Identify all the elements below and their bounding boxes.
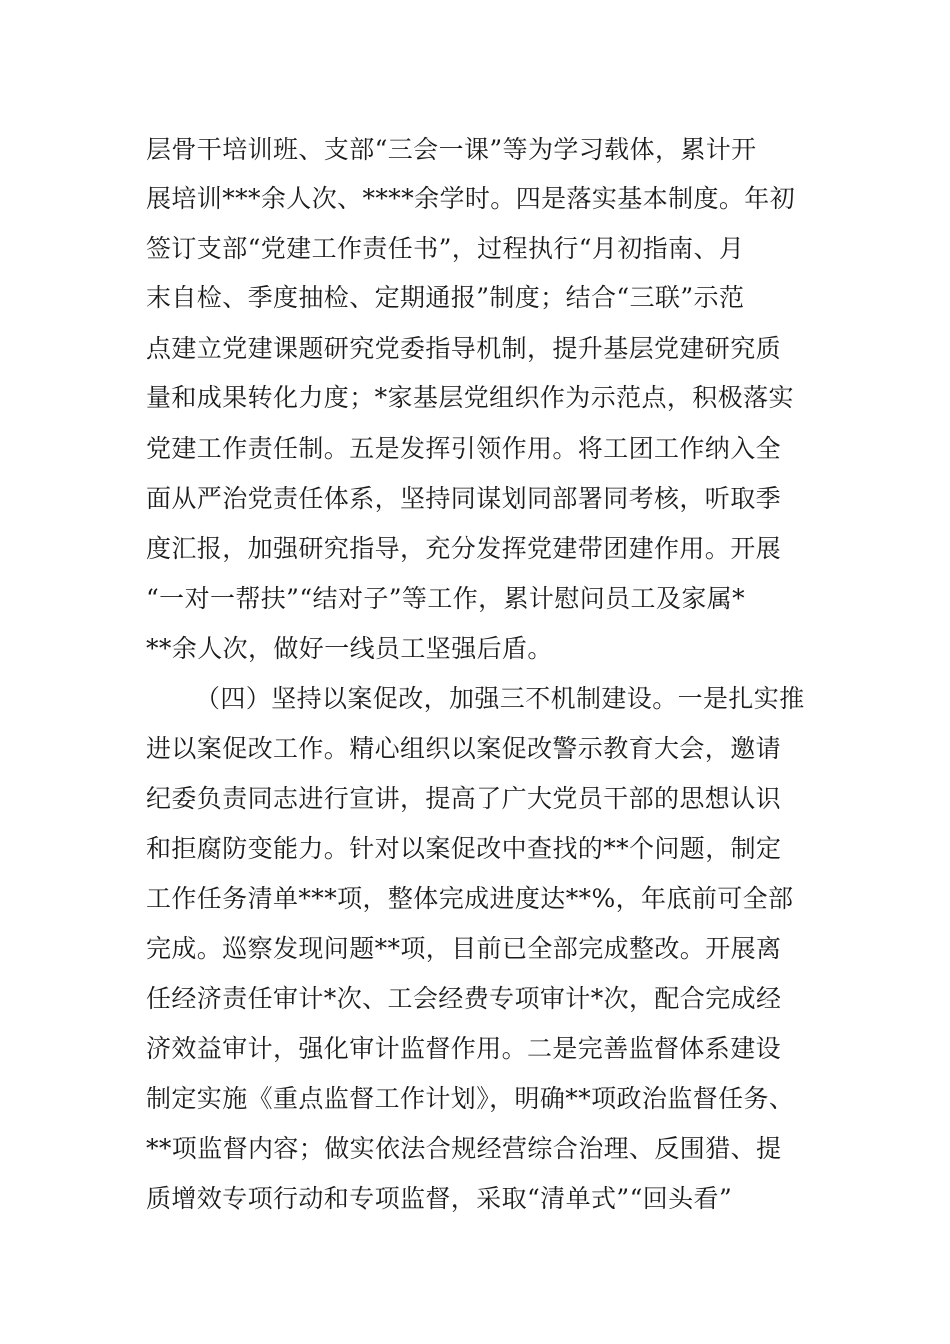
text-line: 制定实施《重点监督工作计划》，明确**项政治监督任务、 bbox=[146, 1084, 795, 1113]
text-line: 党建工作责任制。五是发挥引领作用。将工团工作纳入全 bbox=[146, 434, 782, 463]
text-line: 面从严治党责任体系，坚持同谋划同部署同考核，听取季 bbox=[146, 484, 782, 513]
text-line: 末自检、季度抽检、定期通报”制度；结合“三联”示范 bbox=[146, 283, 745, 312]
text-line: 签订支部“党建工作责任书”，过程执行“月初指南、月 bbox=[146, 234, 745, 263]
text-line: **项监督内容；做实依法合规经营综合治理、反围猎、提 bbox=[146, 1134, 782, 1163]
text-line: **余人次，做好一线员工坚强后盾。 bbox=[146, 634, 553, 663]
text-line: 质增效专项行动和专项监督，采取“清单式”“回头看” bbox=[146, 1184, 733, 1213]
text-line: 层骨干培训班、支部“三会一课”等为学习载体，累计开 bbox=[146, 135, 757, 164]
text-line: 和拒腐防变能力。针对以案促改中查找的**个问题，制定 bbox=[146, 834, 782, 863]
text-line: “一对一帮扶”“结对子”等工作，累计慰问员工及家属* bbox=[146, 584, 746, 613]
text-line: 济效益审计，强化审计监督作用。二是完善监督体系建设 bbox=[146, 1034, 782, 1063]
text-line: 进以案促改工作。精心组织以案促改警示教育大会，邀请 bbox=[146, 734, 782, 763]
section-heading-line: （四）坚持以案促改，加强三不机制建设。一是扎实推 bbox=[195, 684, 805, 713]
text-line: 点建立党建课题研究党委指导机制，提升基层党建研究质 bbox=[146, 334, 782, 363]
text-line: 任经济责任审计*次、工会经费专项审计*次，配合完成经 bbox=[146, 984, 782, 1013]
text-line: 度汇报，加强研究指导，充分发挥党建带团建作用。开展 bbox=[146, 534, 782, 563]
text-line: 展培训***余人次、****余学时。四是落实基本制度。年初 bbox=[146, 184, 796, 213]
text-line: 工作任务清单***项，整体完成进度达**%，年底前可全部 bbox=[146, 884, 794, 913]
text-line: 完成。巡察发现问题**项，目前已全部完成整改。开展离 bbox=[146, 934, 782, 963]
text-line: 量和成果转化力度；*家基层党组织作为示范点，积极落实 bbox=[146, 383, 794, 412]
text-line: 纪委负责同志进行宣讲，提高了广大党员干部的思想认识 bbox=[146, 784, 782, 813]
